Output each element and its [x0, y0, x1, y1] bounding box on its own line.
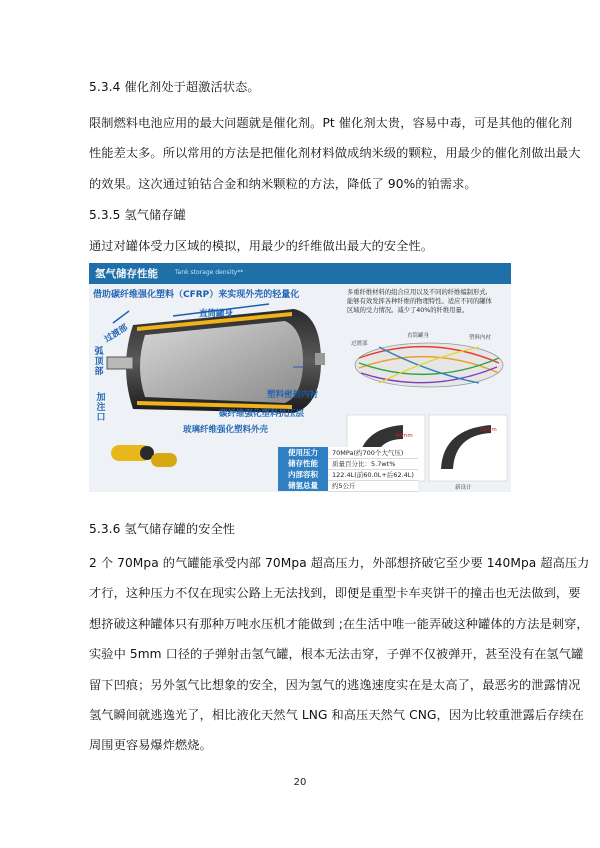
label-glass-shell: 玻璃纤维强化塑料外壳: [183, 425, 269, 435]
figure-banner-title: 氢气储存性能: [95, 268, 158, 280]
spec-table: [278, 447, 418, 492]
spec-row: [278, 469, 418, 480]
para-536-line5: 留下凹痕；另外氢气比想象的安全，因为氢气的逃逸速度实在是太高了，最恶劣的泄露情况: [89, 678, 581, 692]
para-536-line3: 想挤破这种罐体只有那种万吨水压机才能做到 ;在生活中唯一能弄破这种罐体的方法是刺穿，: [89, 617, 589, 631]
mini-label-left: 过渡部: [351, 341, 368, 347]
label-transition: 过渡部: [102, 322, 130, 345]
para-536-line6: 氢气瞬间就逃逸光了，相比液化天然气 LNG 和高压天然气 CNG，因为比较重泄露后存续在: [89, 708, 585, 722]
spec-row: [278, 458, 418, 469]
cross-dim-traditional: 40mm: [395, 433, 413, 439]
heading-536: 5.3.6 氢气储存罐的安全性: [89, 522, 236, 536]
page-number: 20: [293, 777, 307, 788]
right-caption-line3: 区域的受力情况。减少了40%的纤维用量。: [347, 307, 469, 314]
para-536-line7: 周围更容易爆炸燃烧。: [89, 738, 212, 752]
spec-key: 储存性能: [278, 458, 328, 469]
para-535-line1: 通过对罐体受力区域的模拟，用最少的纤维做出最大的安全性。: [89, 239, 434, 253]
figure-headline: 借助碳纤维强化塑料（CFRP）来实现外壳的轻量化: [93, 290, 300, 300]
heading-535: 5.3.5 氢气储存罐: [89, 208, 186, 222]
cross-dim-new: 25mm: [479, 427, 497, 433]
label-carbon-layer: 碳纤维强化塑料抗压层: [219, 409, 305, 419]
para-536-line1: 2 个 70Mpa 的气罐能承受内部 70Mpa 超高压力，外部想挤破它至少要 140Mpa 超高压力: [89, 556, 590, 570]
cross-caption-new: 新设计: [455, 485, 472, 491]
label-dome: 弧顶部: [94, 347, 104, 377]
spec-row: [278, 447, 418, 458]
right-caption-line2: 能够有效发挥各种纤维的物理特性。适应不同的罐体: [347, 298, 492, 305]
spec-value: 质量百分比：5.7wt%: [328, 458, 418, 469]
para-534-line1: 限制燃料电池应用的最大问题就是催化剂。Pt 催化剂太贵，容易中毒，可是其他的催化剂: [89, 116, 573, 130]
spec-key: 使用压力: [278, 447, 328, 458]
figure-banner-subtitle: Tank storage density**: [175, 269, 244, 276]
right-caption-line1: 多重纤维材料的组合应用以及不同的纤维编制形式,: [347, 289, 488, 296]
para-534-line3: 的效果。这次通过铂钴合金和纳米颗粒的方法，降低了 90%的铂需求。: [89, 177, 477, 191]
spec-key: 内部容积: [278, 469, 328, 480]
spec-value: 70MPa(约700个大气压): [328, 447, 418, 458]
spec-value: 约5公斤: [328, 480, 418, 491]
spec-key: 储氢总量: [278, 480, 328, 491]
label-filler: 加注口: [96, 393, 106, 423]
spec-row: [278, 480, 418, 491]
label-seal: 塑料密封内衬: [267, 390, 319, 400]
hydrogen-tank-figure: [89, 263, 511, 492]
label-straight: 直筒罐身: [199, 309, 234, 319]
para-534-line2: 性能差太多。所以常用的方法是把催化剂材料做成纳米级的颗粒，用最少的催化剂做出最大: [89, 146, 581, 160]
mini-label-middle: 直筒罐身: [407, 333, 430, 339]
heading-534: 5.3.4 催化剂处于超激活状态。: [89, 80, 260, 94]
mini-label-right: 塑料内衬: [469, 335, 492, 341]
para-536-line4: 实验中 5mm 口径的子弹射击氢气罐，根本无法击穿，子弹不仅被弹开，甚至没有在氢气罐: [89, 647, 584, 661]
para-536-line2: 才行，这种压力不仅在现实公路上无法找到，即便是重型卡车夹饼干的撞击也无法做到，要: [89, 586, 581, 600]
spec-value: 122.4L(前60.0L+后62.4L): [328, 469, 418, 480]
